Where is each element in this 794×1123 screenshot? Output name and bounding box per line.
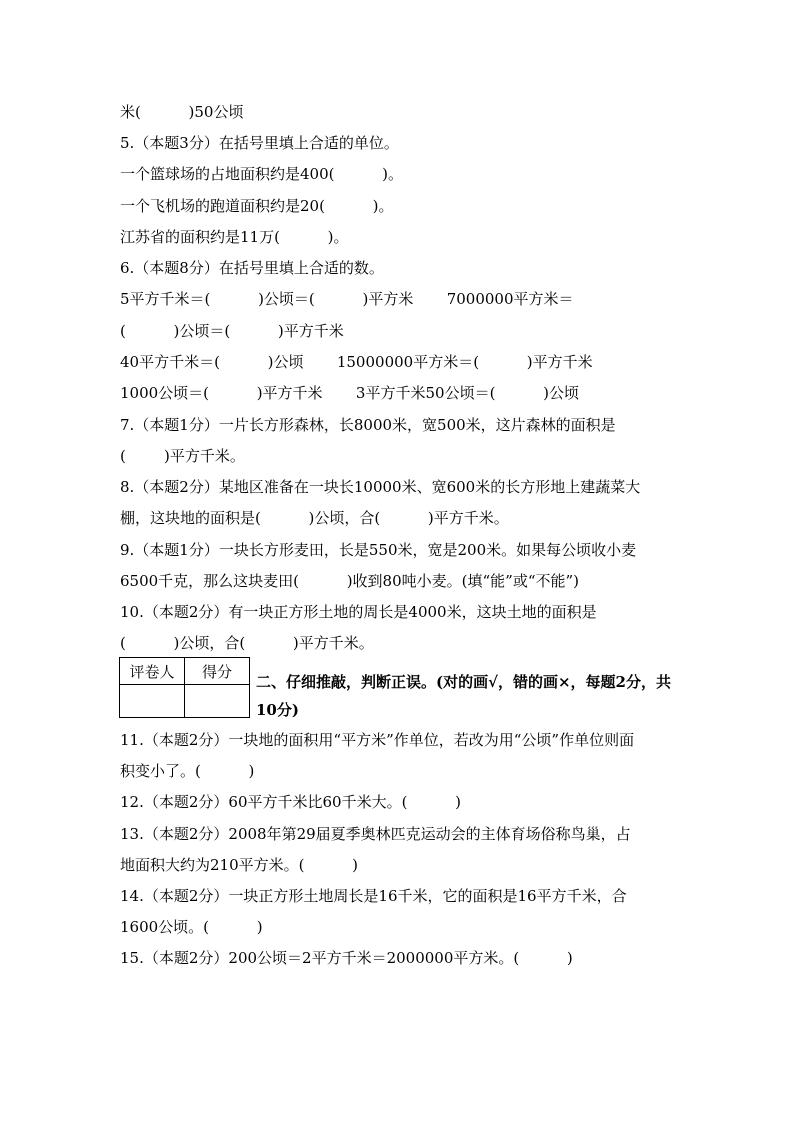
q4-tail-line: 米( )50公顷 [120,103,244,121]
q13-answer-line: 地面积大约为210平方米。( ) [120,856,359,874]
q8-stem: 8.（本题2分）某地区准备在一块长10000米、宽600米的长方形地上建蔬菜大 [120,478,641,496]
section-2-title: 二、仔细推敲，判断正误。(对的画√，错的画×，每题2分，共10分) [256,673,671,719]
q11-answer-line: 积变小了。( ) [120,762,255,780]
q6-row-1: 5平方千米＝( )公顷＝( )平方米 7000000平方米＝ [120,290,574,308]
score-cell [185,685,250,718]
grader-label: 评卷人 [120,658,185,685]
q10-stem: 10.（本题2分）有一块正方形土地的周长是4000米，这块土地的面积是 [120,603,597,621]
q5-item-2: 一个飞机场的跑道面积约是20( )。 [120,197,394,215]
q14-answer-line: 1600公顷。( ) [120,918,263,936]
score-label: 得分 [185,658,250,685]
q10-answer-line: ( )公顷，合( )平方千米。 [120,634,374,652]
q14-stem: 14.（本题2分）一块正方形土地周长是16千米，它的面积是16平方千米，合 [120,887,627,905]
q6-row-4: 1000公顷＝( )平方千米 3平方千米50公顷＝( )公顷 [120,384,579,402]
score-table [119,657,250,718]
q5-item-1: 一个篮球场的占地面积约是400( )。 [120,165,404,183]
q6-stem: 6.（本题8分）在括号里填上合适的数。 [120,259,384,277]
q5-item-3: 江苏省的面积约是11万( )。 [120,228,349,246]
q9-stem: 9.（本题1分）一块长方形麦田，长是550米，宽是200米。如果每公顷收小麦 [120,541,637,559]
q6-row-2: ( )公顷＝( )平方千米 [120,322,344,340]
q12-stem: 12.（本题2分）60平方千米比60千米大。( ) [120,793,461,811]
grader-cell [120,685,185,718]
q11-stem: 11.（本题2分）一块地的面积用“平方米”作单位，若改为用“公顷”作单位则面 [120,731,635,749]
q6-row-3: 40平方千米＝( )公顷 15000000平方米＝( )平方千米 [120,353,593,371]
q7-stem: 7.（本题1分）一片长方形森林，长8000米，宽500米，这片森林的面积是 [120,416,616,434]
q9-answer-line: 6500千克，那么这块麦田( )收到80吨小麦。(填“能”或“不能”) [120,572,580,590]
q7-answer-line: ( )平方千米。 [120,447,245,465]
q15-stem: 15.（本题2分）200公顷＝2平方千米＝2000000平方米。( ) [120,949,573,967]
q5-stem: 5.（本题3分）在括号里填上合适的单位。 [120,134,399,152]
q8-answer-line: 棚，这块地的面积是( )公顷，合( )平方千米。 [120,509,509,527]
q13-stem: 13.（本题2分）2008年第29届夏季奥林匹克运动会的主体育场俗称鸟巢，占 [120,825,631,843]
